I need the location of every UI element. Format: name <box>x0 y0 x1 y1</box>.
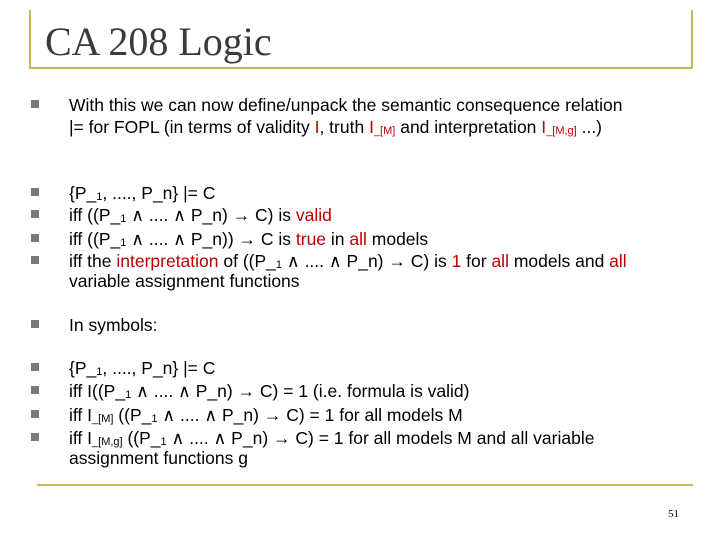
text-run: , ...., P_n} |= C <box>102 183 216 203</box>
page-title: CA 208 Logic <box>45 19 272 64</box>
text-run: , ...., P_n} |= C <box>102 358 216 378</box>
text-run: iff ((P_ <box>69 205 121 225</box>
text-run: for <box>461 251 492 271</box>
text-run: of ((P_ <box>218 251 276 271</box>
text-run: iff I((P_ <box>69 381 126 401</box>
subscript: 1 <box>151 413 158 425</box>
validity-symbol: I <box>314 117 320 137</box>
text-run: iff I <box>69 428 93 448</box>
bullet-icon <box>31 410 39 418</box>
text-run: iff ((P_ <box>69 229 121 249</box>
footer-rule <box>37 484 693 486</box>
subscript: 1 <box>120 237 127 249</box>
text-run: in <box>326 229 350 249</box>
bullet-icon <box>31 234 39 242</box>
text-run: assignment functions g <box>69 448 248 468</box>
text-run: ∧ .... ∧ P_n) → C) is <box>282 251 452 271</box>
highlight-valid: valid <box>295 205 332 225</box>
highlight-true: true <box>295 229 327 249</box>
truth-symbol: I <box>369 117 374 137</box>
text-run: iff the <box>69 251 117 271</box>
highlight-all: all <box>491 251 509 271</box>
text-run: ...) <box>576 117 603 137</box>
subscript: 1 <box>120 213 127 225</box>
text-run: iff I <box>69 405 93 425</box>
page-number: 51 <box>668 508 679 520</box>
text-run: ∧ .... ∧ P_n)) → C is <box>126 229 296 249</box>
text-run: ∧ .... ∧ P_n) → C) = 1 for all models M <box>157 405 463 425</box>
bullet-icon <box>31 100 39 108</box>
text-run: ((P_ <box>113 405 152 425</box>
subscript: _[M] <box>92 413 114 425</box>
title-underline <box>29 67 693 69</box>
text-run: {P_ <box>69 358 97 378</box>
subscript: 1 <box>275 259 283 271</box>
left-rule <box>29 10 31 68</box>
interpretation-subscript: _[M,g] <box>546 125 577 137</box>
highlight-all: all <box>349 229 367 249</box>
text-run: {P_ <box>69 183 97 203</box>
highlight-all: all <box>609 251 627 271</box>
subscript: 1 <box>125 389 132 401</box>
highlight-interpretation: interpretation <box>116 251 219 271</box>
intro-line-2 <box>69 116 602 142</box>
text-run: ∧ .... ∧ P_n) → C) = 1 (i.e. formula is valid) <box>131 381 470 401</box>
highlight-one: 1 <box>451 251 462 271</box>
bullet-icon <box>31 433 39 441</box>
bullet-icon <box>31 188 39 196</box>
bullet-icon <box>31 320 39 328</box>
text-run: ((P_ <box>122 428 161 448</box>
text-run: |= for FOPL (in terms of validity <box>69 117 315 137</box>
sym-line-2 <box>69 380 470 406</box>
def-line-5 <box>69 270 300 292</box>
subscript: 1 <box>96 191 103 203</box>
text-run: and interpretation <box>395 117 542 137</box>
bullet-icon <box>31 386 39 394</box>
bullet-icon <box>31 363 39 371</box>
right-rule <box>691 10 693 69</box>
text-run: models <box>366 229 429 249</box>
text-run: ∧ .... ∧ P_n) → C) = 1 for all models M and all variable <box>166 428 595 448</box>
bullet-icon <box>31 256 39 264</box>
subscript: _[M,g] <box>92 436 123 448</box>
text-run: With this we can now define/unpack the semantic consequence relation <box>69 95 623 115</box>
text-run: In symbols: <box>69 315 158 335</box>
subscript: 1 <box>96 366 103 378</box>
def-line-2 <box>69 204 332 230</box>
text-run: models and <box>508 251 610 271</box>
sym-line-5 <box>69 447 248 469</box>
intro-line-1 <box>69 94 623 116</box>
text-run: ∧ .... ∧ P_n) → C) is <box>126 205 296 225</box>
subscript: 1 <box>160 436 167 448</box>
text-run: , truth <box>319 117 370 137</box>
interpretation-symbol: I <box>541 117 547 137</box>
bullet-icon <box>31 210 39 218</box>
in-symbols-line <box>69 314 158 336</box>
text-run: variable assignment functions <box>69 271 300 291</box>
truth-subscript: _[M] <box>373 125 396 137</box>
